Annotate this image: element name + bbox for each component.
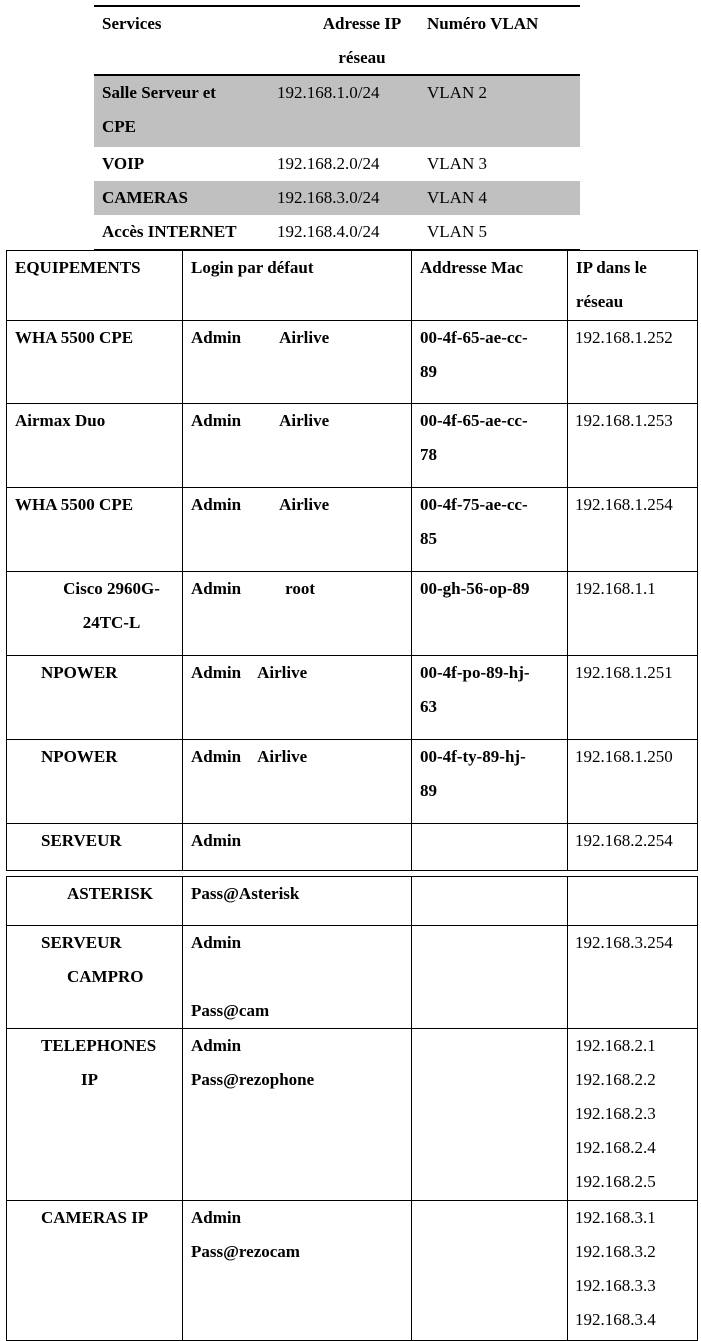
login-user: Admin bbox=[191, 328, 242, 347]
default-login bbox=[183, 488, 412, 572]
mac-address: 00-4f-ty-89-hj- 89 bbox=[412, 740, 568, 824]
vlan-table-header bbox=[94, 7, 580, 76]
login-password: Airlive bbox=[279, 495, 330, 514]
mac-address bbox=[412, 1029, 568, 1201]
network-address: 192.168.2.0/24 bbox=[277, 154, 380, 173]
ip-address: 192.168.1.251 bbox=[568, 656, 698, 740]
ip-address: 192.168.3.1 192.168.3.2 192.168.3.3 192.168.3.4 bbox=[568, 1201, 698, 1341]
default-login bbox=[183, 321, 412, 404]
service-name: CAMERAS bbox=[102, 188, 188, 207]
header-services: Services bbox=[102, 14, 162, 33]
vlan-number: VLAN 2 bbox=[427, 83, 487, 102]
table-row bbox=[7, 404, 698, 488]
header-equipment: EQUIPEMENTS bbox=[7, 251, 183, 321]
equipment-name-text bbox=[41, 1029, 182, 1097]
mac-address: 00-4f-65-ae-cc- 78 bbox=[412, 404, 568, 488]
equipment-table-continued bbox=[6, 876, 698, 1341]
login-password: root bbox=[285, 579, 315, 598]
equipment-name: NPOWER bbox=[7, 740, 183, 824]
mac-address: 00-4f-po-89-hj- 63 bbox=[412, 656, 568, 740]
vlan-number: VLAN 5 bbox=[427, 222, 487, 241]
table-row bbox=[7, 926, 698, 1029]
header-ip: IP dans le réseau bbox=[568, 251, 698, 321]
default-login: Admin Pass@cam bbox=[183, 926, 412, 1029]
login-password: Airlive bbox=[257, 747, 308, 766]
table-row bbox=[7, 572, 698, 656]
vlan-table-row bbox=[94, 76, 580, 147]
vlan-table-row bbox=[94, 147, 580, 181]
mac-address: 00-4f-65-ae-cc- 89 bbox=[412, 321, 568, 404]
mac-address bbox=[412, 824, 568, 871]
default-login: Admin Pass@rezophone bbox=[183, 1029, 412, 1201]
login-user: Admin bbox=[191, 411, 242, 430]
login-password: Airlive bbox=[279, 328, 330, 347]
network-address: 192.168.1.0/24 bbox=[277, 83, 380, 102]
service-name: VOIP bbox=[102, 154, 145, 173]
header-network: Adresse IP réseau bbox=[322, 14, 402, 67]
default-login bbox=[183, 572, 412, 656]
ip-address: 192.168.1.253 bbox=[568, 404, 698, 488]
equipment-name-line: SERVEUR bbox=[41, 933, 122, 952]
mac-address: 00-gh-56-op-89 bbox=[412, 572, 568, 656]
equipment-name: Airmax Duo bbox=[7, 404, 183, 488]
table-row bbox=[7, 1201, 698, 1341]
header-mac: Addresse Mac bbox=[412, 251, 568, 321]
login-user: Admin bbox=[191, 495, 242, 514]
table-row bbox=[7, 656, 698, 740]
equipment-table-header bbox=[7, 251, 698, 321]
equipment-name: WHA 5500 CPE bbox=[7, 321, 183, 404]
login-user: Admin bbox=[191, 663, 242, 682]
ip-address: 192.168.2.1 192.168.2.2 192.168.2.3 192.168.2.4 192.168.2.5 bbox=[568, 1029, 698, 1201]
table-row bbox=[7, 824, 698, 871]
vlan-table-row bbox=[94, 181, 580, 215]
table-row bbox=[7, 321, 698, 404]
table-row bbox=[7, 1029, 698, 1201]
service-name: Accès INTERNET bbox=[102, 222, 237, 241]
ip-address: 192.168.3.254 bbox=[568, 926, 698, 1029]
vlan-number: VLAN 3 bbox=[427, 154, 487, 173]
equipment-name: WHA 5500 CPE bbox=[7, 488, 183, 572]
login-password: Airlive bbox=[279, 411, 330, 430]
equipment-name bbox=[7, 1201, 183, 1341]
equipment-table bbox=[6, 250, 698, 871]
default-login bbox=[183, 656, 412, 740]
equipment-name-line: IP bbox=[81, 1070, 98, 1089]
ip-address: 192.168.1.254 bbox=[568, 488, 698, 572]
equipment-name: NPOWER bbox=[7, 656, 183, 740]
equipment-name bbox=[7, 877, 183, 926]
equipment-name-line: TELEPHONES bbox=[41, 1036, 157, 1055]
ip-address: 192.168.1.252 bbox=[568, 321, 698, 404]
header-login: Login par défaut bbox=[183, 251, 412, 321]
vlan-table bbox=[94, 5, 580, 251]
network-address: 192.168.3.0/24 bbox=[277, 188, 380, 207]
equipment-name-text: ASTERISK bbox=[67, 884, 153, 903]
network-address: 192.168.4.0/24 bbox=[277, 222, 380, 241]
header-vlan: Numéro VLAN bbox=[427, 14, 539, 33]
ip-address: 192.168.2.254 bbox=[568, 824, 698, 871]
equipment-name: SERVEUR bbox=[7, 824, 183, 871]
equipment-name-text bbox=[41, 926, 182, 994]
login-user: Admin bbox=[191, 747, 242, 766]
equipment-name: Cisco 2960G- 24TC-L bbox=[7, 572, 183, 656]
default-login bbox=[183, 740, 412, 824]
ip-address bbox=[568, 877, 698, 926]
login-user: Admin bbox=[191, 579, 242, 598]
ip-address: 192.168.1.250 bbox=[568, 740, 698, 824]
login-password: Airlive bbox=[257, 663, 308, 682]
default-login bbox=[183, 404, 412, 488]
default-login bbox=[183, 824, 412, 871]
mac-address: 00-4f-75-ae-cc- 85 bbox=[412, 488, 568, 572]
ip-address: 192.168.1.1 bbox=[568, 572, 698, 656]
equipment-name-line: CAMPRO bbox=[67, 967, 144, 986]
equipment-name-text: CAMERAS IP bbox=[41, 1208, 149, 1227]
mac-address bbox=[412, 1201, 568, 1341]
default-login: Admin Pass@rezocam bbox=[183, 1201, 412, 1341]
table-row bbox=[7, 740, 698, 824]
mac-address bbox=[412, 877, 568, 926]
equipment-name bbox=[7, 1029, 183, 1201]
vlan-number: VLAN 4 bbox=[427, 188, 487, 207]
vlan-table-row bbox=[94, 215, 580, 249]
equipment-name bbox=[7, 926, 183, 1029]
mac-address bbox=[412, 926, 568, 1029]
default-login: Pass@Asterisk bbox=[183, 877, 412, 926]
table-row bbox=[7, 488, 698, 572]
table-row bbox=[7, 877, 698, 926]
login-user: Admin bbox=[191, 831, 242, 850]
service-name: Salle Serveur et CPE bbox=[102, 83, 216, 136]
